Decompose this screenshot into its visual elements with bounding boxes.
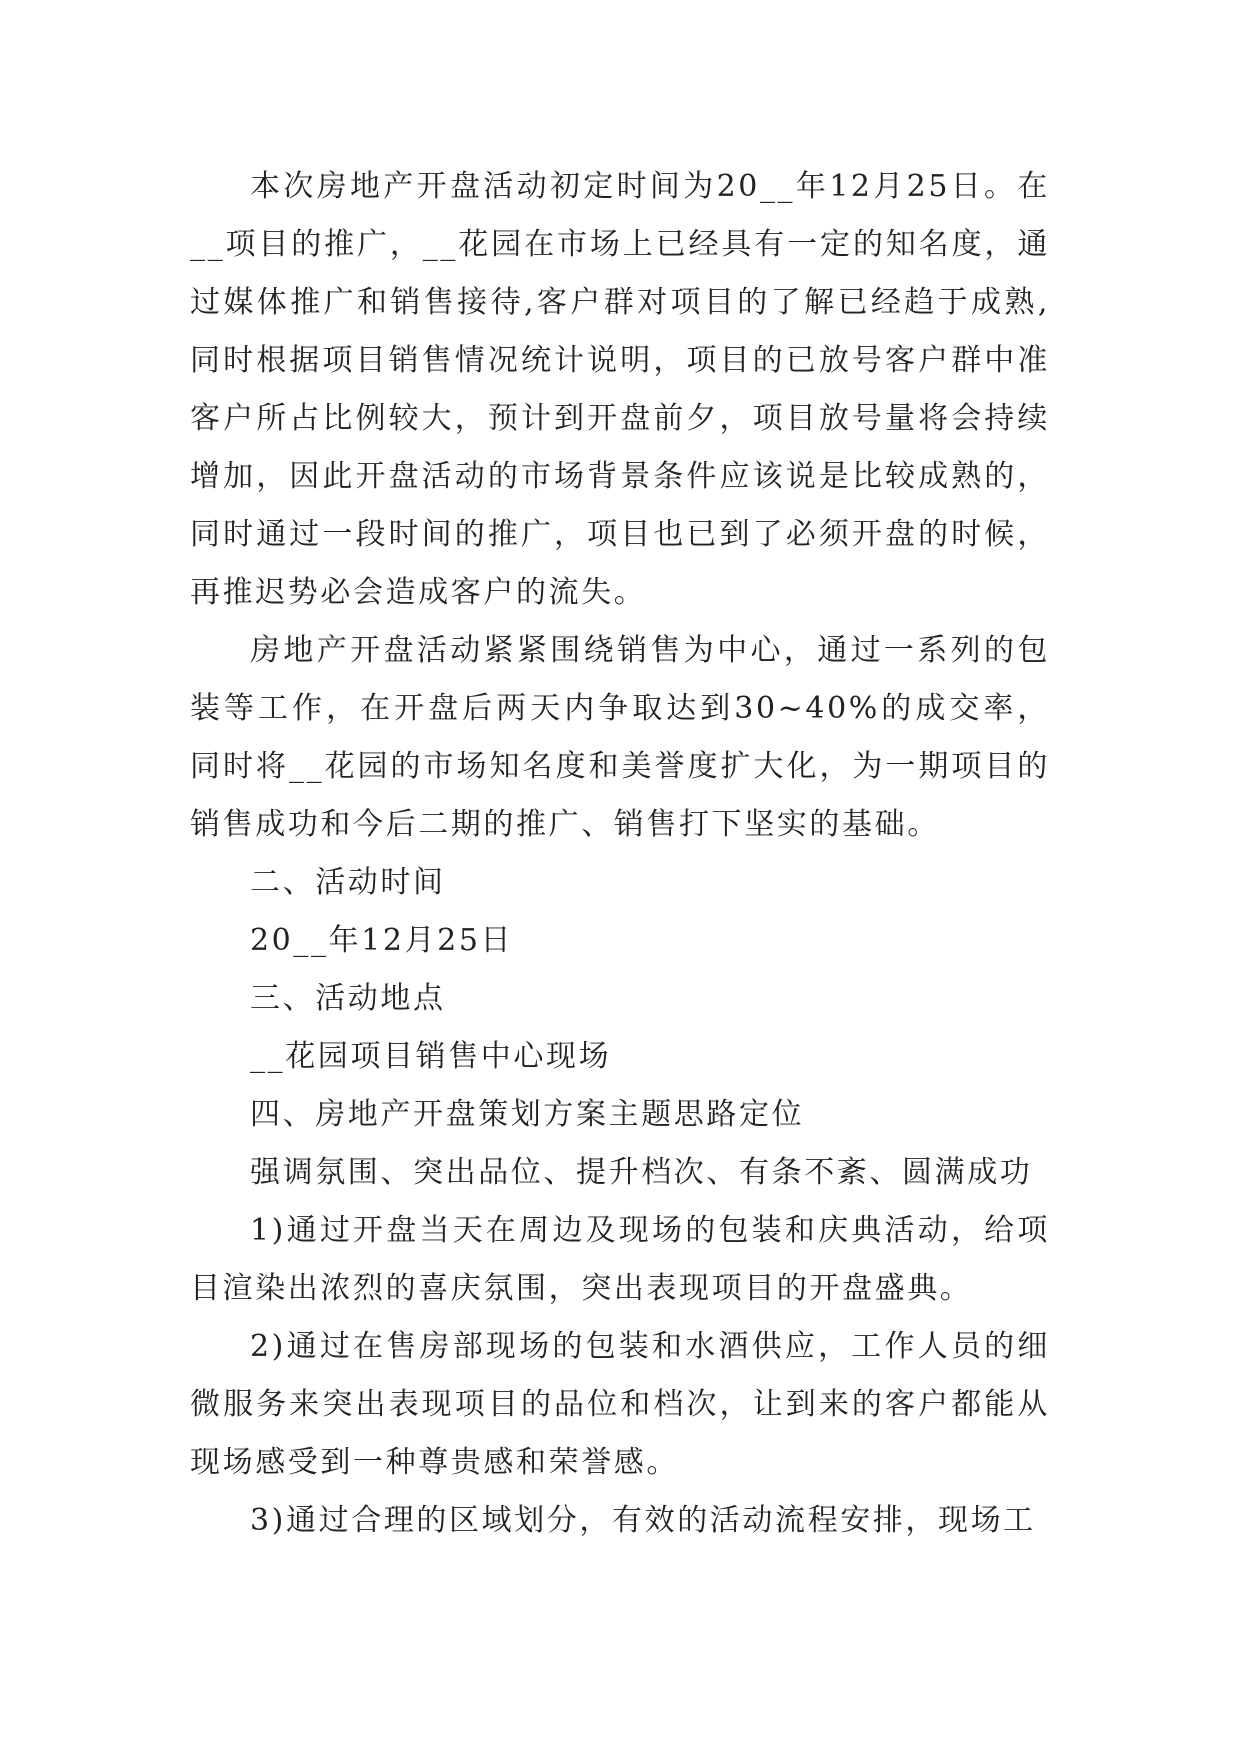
heading-activity-time: 二、活动时间 — [250, 865, 446, 900]
theme-keywords: 强调氛围、突出品位、提升档次、有条不紊、圆满成功 — [250, 1155, 1033, 1190]
heading-activity-location: 三、活动地点 — [250, 981, 446, 1016]
activity-location-value: __花园项目销售中心现场 — [250, 1039, 612, 1074]
paragraph-goal: 房地产开盘活动紧紧围绕销售为中心，通过一系列的包装等工作，在开盘后两天内争取达到30~40%的成交率，同时将__花园的市场知名度和美誉度扩大化，为一期项目的销售成功和今后二期的推广、销售打下坚实的基础。 — [190, 633, 1050, 842]
heading-theme-positioning: 四、房地产开盘策划方案主题思路定位 — [250, 1097, 805, 1132]
list-item-2: 2)通过在售房部现场的包装和水酒供应，工作人员的细微服务来突出表现项目的品位和档次，让到来的客户都能从现场感受到一种尊贵感和荣誉感。 — [190, 1329, 1050, 1480]
list-item-1: 1)通过开盘当天在周边及现场的包装和庆典活动，给项目渲染出浓烈的喜庆氛围，突出表现项目的开盘盛典。 — [190, 1213, 1050, 1306]
document-body — [190, 158, 1050, 1550]
activity-time-value: 20__年12月25日 — [250, 923, 514, 958]
list-item-3: 3)通过合理的区域划分，有效的活动流程安排，现场工 — [250, 1503, 1036, 1538]
paragraph-background: 本次房地产开盘活动初定时间为20__年12月25日。在__项目的推广，__花园在市场上已经具有一定的知名度，通过媒体推广和销售接待,客户群对项目的了解已经趋于成熟,同时根据项目销售情况统计说明，项目的已放号客户群中准客户所占比例较大，预计到开盘前夕，项目放号量将会持续增加，因此开盘活动的市场背景条件应该说是比较成熟的，同时通过一段时间的推广，项目也已到了必须开盘的时候，再推迟势必会造成客户的流失。 — [190, 169, 1050, 610]
